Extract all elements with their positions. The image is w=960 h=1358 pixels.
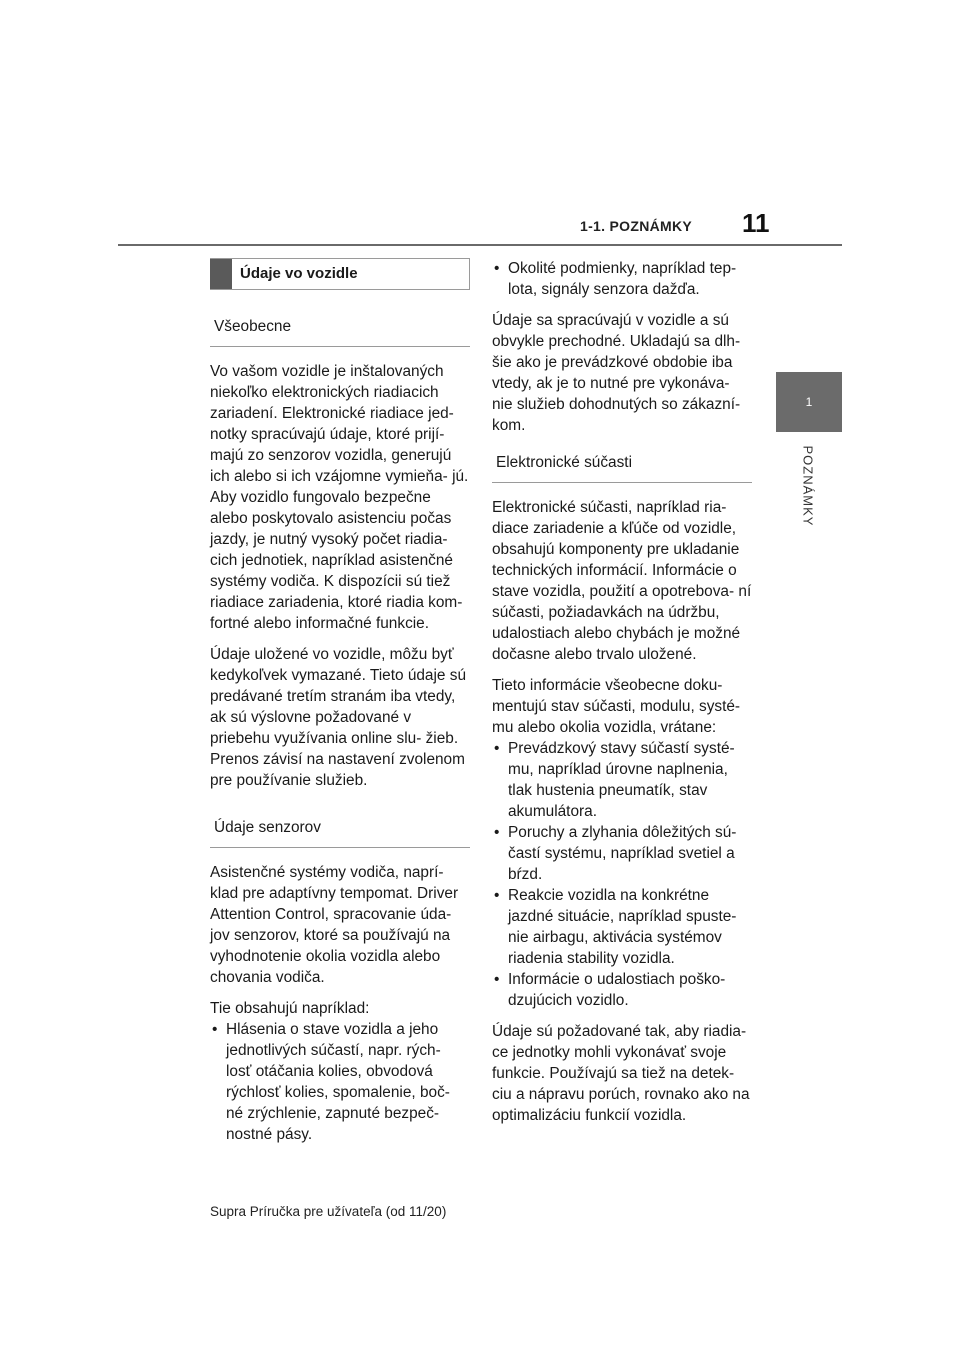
- page-number: 11: [742, 208, 770, 238]
- paragraph: Vo vašom vozidle je inštalovaných niekoľko elektronických riadiacich zariadení. Elektronické riadiace jed- notky spracúvajú údaje, ktoré prijí- majú zo senzorov vozidla, generujú ich alebo si ich vzájomne vymieňa- jú. Aby vozidlo fungovalo bezpečne alebo poskytovalo asistenciu počas jazdy, je nutný vysoký počet riadia- cich jednotiek, napríklad asistenčné systémy vodiča. K dispozícii sú tiež riadiace zariadenia, ktoré riadia kom- fortné alebo informačné funkcie.: [210, 363, 469, 632]
- list-item: • Reakcie vozidla na konkrétne jazdné situácie, napríklad spuste- nie airbagu, aktivácia systémov riadenia stability vozidla.: [492, 885, 752, 969]
- bullet-list: [492, 738, 752, 1011]
- bullet-list: [492, 258, 752, 300]
- chapter-tab-number: 1: [805, 395, 813, 409]
- footer-text: Supra Príručka pre užívateľa (od 11/20): [210, 1204, 447, 1219]
- list-item: • Poruchy a zlyhania dôležitých sú- častí systému, napríklad svetiel a bŕzd.: [492, 822, 752, 885]
- section-title: 1-1. POZNÁMKY: [580, 218, 693, 234]
- paragraph: Údaje sú požadované tak, aby riadia- ce jednotky mohli vykonávať svoje funkcie. Používajú sa tiež na detek- ciu a nápravu porúch, rovnako ako na optimalizáciu funkcií vozidla.: [492, 1023, 750, 1124]
- main-section-heading-text: Údaje vo vozidle: [240, 265, 358, 282]
- paragraph: Tieto informácie všeobecne doku- mentujú stav súčasti, modulu, systé- mu alebo okolia vozidla, vrátane:: [492, 677, 741, 736]
- chapter-tab-label: POZNÁMKY: [800, 445, 816, 527]
- list-item: • Informácie o udalostiach poško- dzujúcich vozidlo.: [492, 969, 752, 1011]
- subheading-sensor-data: Údaje senzorov: [210, 801, 470, 848]
- list-item: • Hlásenia o stave vozidla a jeho jednotlivých súčastí, napr. rých- losť otáčania kolies, obvodová rýchlosť kolies, spomalenie, boč- né zrýchlenie, zapnuté bezpeč- nostné pásy.: [210, 1019, 470, 1145]
- chapter-tab[interactable]: [776, 372, 842, 432]
- paragraph: Asistenčné systémy vodiča, naprí- klad pre adaptívny tempomat. Driver Attention Control, spracovanie úda- jov senzorov, ktoré sa používajú na vyhodnotenie okolia vozidla alebo chovania vodiča.: [210, 864, 459, 986]
- paragraph: Údaje uložené vo vozidle, môžu byť kedykoľvek vymazané. Tieto údaje sú predávané tretím stranám iba vtedy, ak sú výslovne požadované v priebehu využívania online slu- žieb. Prenos závisí na nastavení zvolenom pre používanie služieb.: [210, 646, 467, 789]
- right-column: [492, 258, 752, 1136]
- left-column: [210, 258, 470, 1155]
- bullet-list: [210, 1019, 470, 1145]
- main-section-heading: [210, 258, 470, 290]
- subheading-general: Všeobecne: [210, 302, 470, 347]
- paragraph: Elektronické súčasti, napríklad ria- diace zariadenie a kľúče od vozidle, obsahujú komponenty pre ukladanie technických informácií. Informácie o stave vozidla, použití a opotrebova- ní súčasti, požiadavkách na údržbu, udalostiach alebo chybách je možné dočasne alebo trvalo uložené.: [492, 499, 752, 663]
- header-divider: [118, 244, 842, 246]
- subheading-electronic-parts: Elektronické súčasti: [492, 446, 752, 483]
- paragraph: Údaje sa spracúvajú v vozidle a sú obvykle prechodné. Ukladajú sa dlh- šie ako je prevádzkové obdobie iba vtedy, ak je to nutné pre vykonáva- nie služieb dohodnutých so zákazní- kom.: [492, 312, 741, 434]
- paragraph: Tie obsahujú napríklad:: [210, 1000, 370, 1017]
- list-item: • Okolité podmienky, napríklad tep- lota, signály senzora dažďa.: [492, 258, 752, 300]
- heading-marker: [210, 259, 232, 289]
- list-item: • Prevádzkový stavy súčastí systé- mu, napríklad úrovne naplnenia, tlak hustenia pneumatík, stav akumulátora.: [492, 738, 752, 822]
